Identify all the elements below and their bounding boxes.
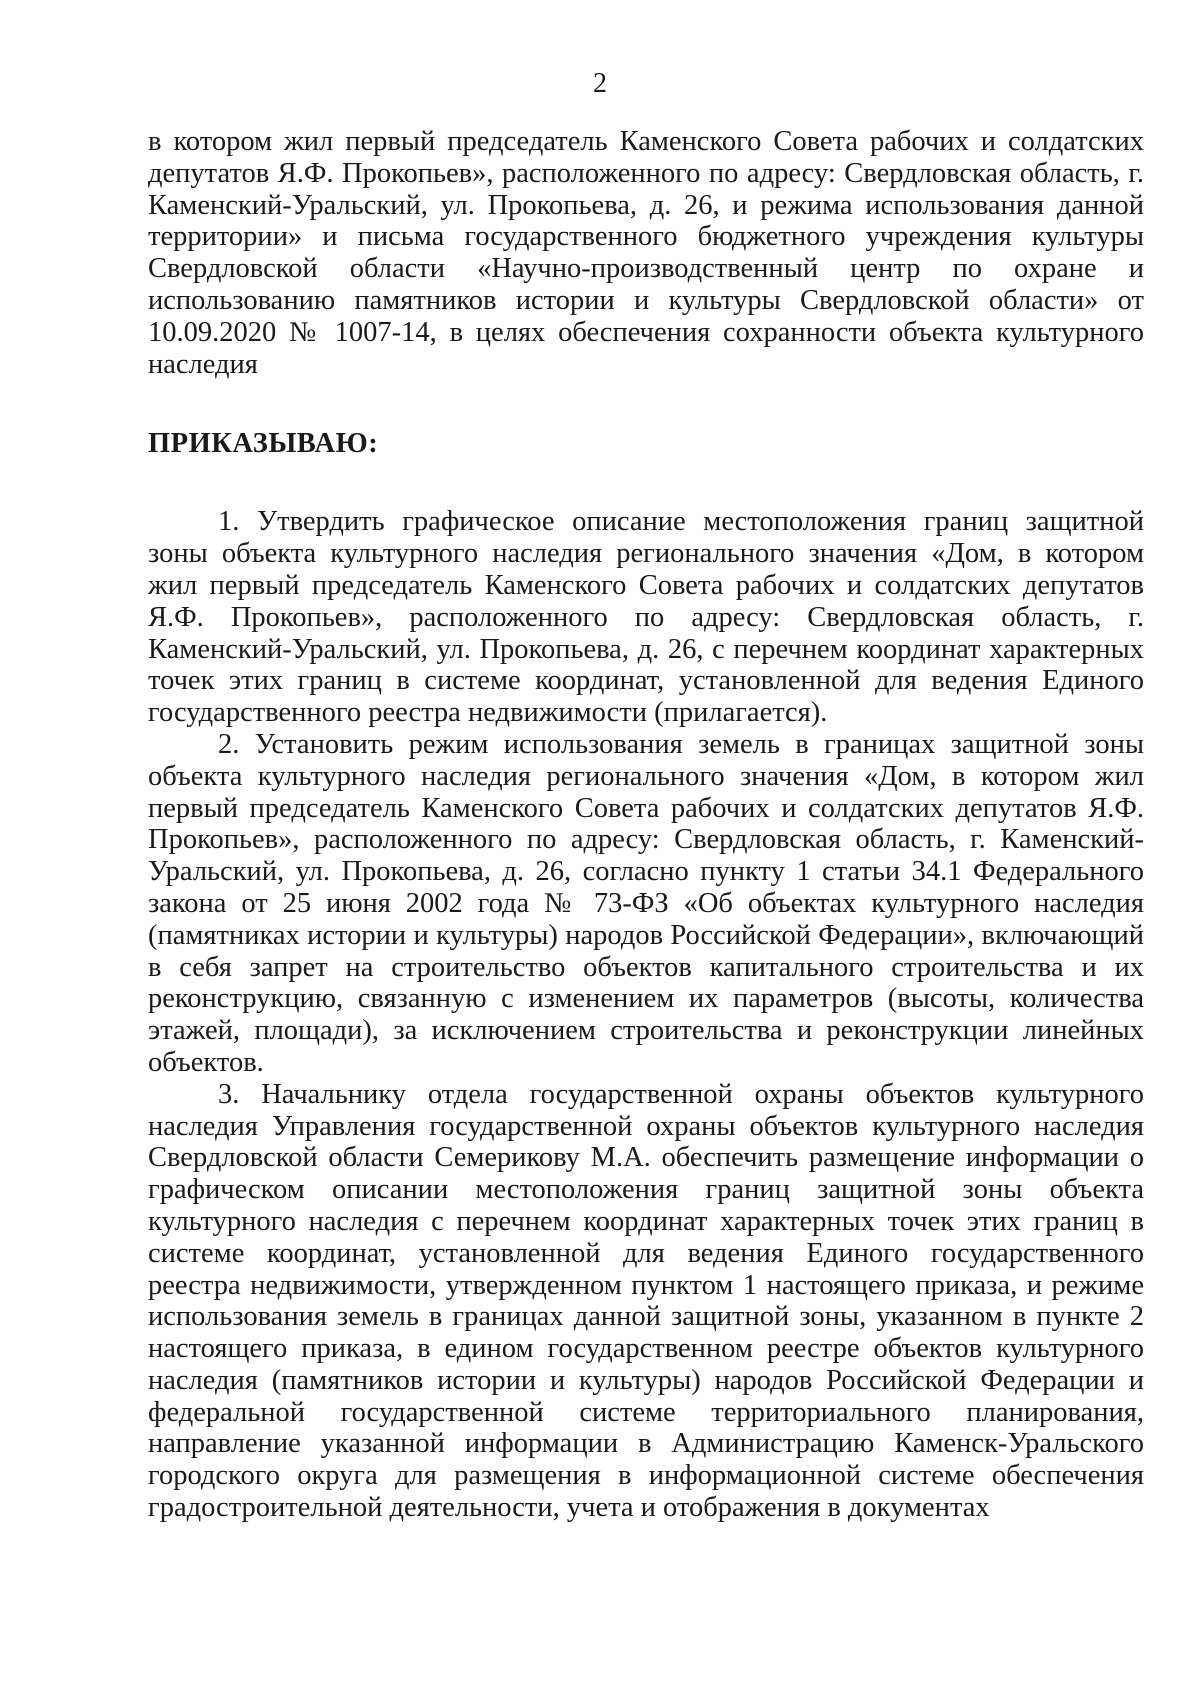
intro-paragraph: в котором жил первый председатель Каменского Совета рабочих и солдатских депутатов Я.Ф. Прокопьев», расположенного по адресу: Свердловская область, г. Каменский-Уральский, ул. Прокопьева, д. 26, и режима использования данной территории» и письма государственного бюджетного учреждения культуры Свердловской области «Научно-производственный центр по охране и использованию памятников истории и культуры Свердловской области» от 10.09.2020 № 1007-14, в целях обеспечения сохранности объекта культурного наследия bbox=[148, 126, 1144, 380]
order-item-2: 2. Установить режим использования земель в границах защитной зоны объекта культурного наследия регионального значения «Дом, в котором жил первый председатель Каменского Совета рабочих и солдатских депутатов Я.Ф. Прокопьев», расположенного по адресу: Свердловская область, г. Каменский-Уральский, ул. Прокопьева, д. 26, согласно пункту 1 статьи 34.1 Федерального закона от 25 июня 2002 года № 73-ФЗ «Об объектах культурного наследия (памятниках истории и культуры) народов Российской Федерации», включающий в себя запрет на строительство объектов капитального строительства и их реконструкцию, связанную с изменением их параметров (высоты, количества этажей, площади), за исключением строительства и реконструкции линейных объектов. bbox=[148, 728, 1144, 1078]
page-number: 2 bbox=[593, 68, 607, 99]
order-heading: ПРИКАЗЫВАЮ: bbox=[148, 428, 379, 460]
document-body bbox=[148, 126, 1144, 1524]
order-item-3: 3. Начальнику отдела государственной охраны объектов культурного наследия Управления государственной охраны объектов культурного наследия Свердловской области Семерикову М.А. обеспечить размещение информации о графическом описании местоположения границ защитной зоны объекта культурного наследия с перечнем координат характерных точек этих границ в системе координат, установленной для ведения Единого государственного реестра недвижимости, утвержденном пунктом 1 настоящего приказа, и режиме использования земель в границах данной защитной зоны, указанном в пункте 2 настоящего приказа, в едином государственном реестре объектов культурного наследия (памятников истории и культуры) народов Российской Федерации и федеральной государственной системе территориального планирования, направление указанной информации в Администрацию Каменск-Уральского городского округа для размещения в информационной системе обеспечения градостроительной деятельности, учета и отображения в документах bbox=[148, 1078, 1144, 1524]
order-item-1: 1. Утвердить графическое описание местоположения границ защитной зоны объекта культурного наследия регионального значения «Дом, в котором жил первый председатель Каменского Совета рабочих и солдатских депутатов Я.Ф. Прокопьев», расположенного по адресу: Свердловская область, г. Каменский-Уральский, ул. Прокопьева, д. 26, с перечнем координат характерных точек этих границ в системе координат, установленной для ведения Единого государственного реестра недвижимости (прилагается). bbox=[148, 506, 1144, 729]
